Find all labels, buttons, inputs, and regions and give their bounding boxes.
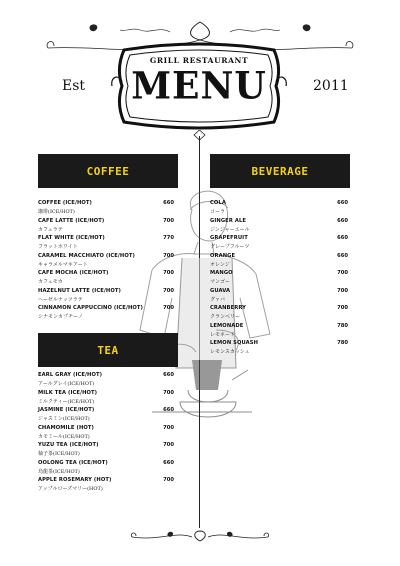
menu-item [38, 253, 178, 271]
item-name: MANGO [210, 270, 233, 276]
item-japanese-name: ヘーゼルナッツラテ [38, 296, 83, 303]
item-japanese-name: 柚子茶(ICE/HOT) [38, 451, 80, 457]
menu-item [38, 425, 178, 443]
item-name: FLAT WHITE (ICE/HOT) [38, 235, 105, 241]
menu-item [38, 390, 178, 408]
menu-item [210, 340, 350, 358]
item-name: GUAVA [210, 287, 231, 294]
coffee-items-list [38, 200, 178, 323]
tea-items-list [38, 372, 178, 495]
item-name: JASMINE (ICE/HOT) [38, 407, 95, 413]
menu-item [38, 407, 178, 425]
menu-item [38, 200, 178, 218]
menu-item [210, 253, 350, 271]
menu-item [210, 288, 350, 306]
item-japanese-name: ミルクティー(ICE/HOT) [38, 398, 95, 405]
menu-item [38, 235, 178, 253]
item-japanese-name: コーラ [210, 209, 226, 215]
item-japanese-name: レモネード [210, 331, 236, 338]
menu-item [210, 270, 350, 288]
est-label: Est [62, 78, 86, 94]
item-price: 660 [163, 459, 174, 466]
item-name: ORANGE [210, 252, 236, 259]
item-name: GRAPEFRUIT [210, 235, 248, 241]
item-name: OOLONG TEA (ICE/HOT) [38, 459, 108, 466]
item-price: 700 [337, 287, 348, 294]
menu-item [210, 218, 350, 236]
item-price: 700 [337, 270, 348, 276]
item-price: 660 [163, 372, 174, 378]
item-name: CINNAMON CAPPUCCINO (ICE/HOT) [38, 305, 144, 311]
menu-item [38, 442, 178, 460]
item-japanese-name: ジャスミン(ICE/HOT) [38, 416, 90, 422]
item-japanese-name: フラットホワイト [38, 244, 78, 250]
item-japanese-name: グレープフルーツ [210, 244, 250, 250]
item-japanese-name: カフェモカ [38, 279, 63, 285]
item-price: 660 [163, 407, 174, 413]
item-japanese-name: クランベリー [210, 314, 241, 320]
item-japanese-name: 烏龍茶(ICE/HOT) [38, 468, 80, 475]
item-price: 660 [163, 200, 174, 206]
item-price: 660 [337, 252, 348, 259]
menu-item [210, 235, 350, 253]
menu-title-badge [110, 42, 288, 130]
item-japanese-name: キャラメルマキアート [38, 261, 88, 268]
item-price: 780 [337, 340, 348, 346]
item-name: APPLE ROSEMARY (HOT) [38, 477, 112, 483]
tea-section-header: TEA [38, 333, 178, 367]
item-japanese-name: カフェラテ [38, 226, 63, 233]
menu-item [210, 323, 350, 341]
menu-title: MENU [131, 63, 267, 109]
item-price: 770 [163, 235, 174, 241]
item-name: GINGER ALE [210, 217, 246, 224]
item-japanese-name: 珈琲(ICE/HOT) [38, 209, 75, 215]
item-name: LEMON SQUASH [210, 340, 259, 346]
item-name: COFFEE (ICE/HOT) [38, 200, 93, 206]
menu-item [38, 305, 178, 323]
item-price: 700 [163, 270, 174, 276]
item-price: 700 [163, 305, 174, 311]
item-price: 700 [163, 287, 174, 294]
item-price: 700 [163, 252, 174, 259]
item-name: EARL GRAY (ICE/HOT) [38, 372, 103, 378]
item-japanese-name: レモンスカッシュ [210, 349, 250, 355]
item-price: 700 [163, 477, 174, 483]
item-price: 700 [337, 305, 348, 311]
beverage-section-header: BEVERAGE [210, 154, 350, 188]
menu-item [38, 477, 178, 495]
item-name: CRANBERRY [210, 305, 247, 311]
menu-item [38, 288, 178, 306]
coffee-section-header: COFFEE [38, 154, 178, 188]
year-label: 2011 [313, 78, 349, 94]
item-name: COLA [210, 200, 226, 206]
item-name: HAZELNUT LATTE (ICE/HOT) [38, 287, 121, 294]
menu-item [38, 372, 178, 390]
item-price: 660 [337, 217, 348, 224]
menu-item [38, 270, 178, 288]
item-price: 660 [337, 235, 348, 241]
item-japanese-name: アップルローズマリー(HOT) [38, 486, 103, 492]
item-price: 700 [163, 389, 174, 396]
item-price: 660 [337, 200, 348, 206]
item-name: CAFE LATTE (ICE/HOT) [38, 217, 105, 224]
item-japanese-name: カモミール(ICE/HOT) [38, 433, 90, 440]
item-name: MILK TEA (ICE/HOT) [38, 389, 98, 396]
beverage-items-list [210, 200, 350, 358]
item-name: YUZU TEA (ICE/HOT) [38, 442, 99, 448]
item-japanese-name: マンゴー [210, 279, 231, 285]
menu-item [38, 218, 178, 236]
item-japanese-name: オレンジ [210, 261, 230, 268]
item-japanese-name: ジンジャーエール [210, 226, 250, 233]
restaurant-subtitle: GRILL RESTAURANT [149, 56, 249, 65]
item-price: 700 [163, 217, 174, 224]
bottom-flourish-ornament [128, 527, 272, 547]
menu-item [210, 200, 350, 218]
item-japanese-name: グァバ [210, 296, 226, 303]
item-price: 700 [163, 424, 174, 431]
item-name: CAFE MOCHA (ICE/HOT) [38, 270, 109, 276]
item-japanese-name: シナモンカプチーノ [38, 314, 83, 320]
item-name: CARAMEL MACCHIATO (ICE/HOT) [38, 252, 135, 259]
item-price: 700 [163, 442, 174, 448]
item-price: 780 [337, 322, 348, 329]
menu-item [38, 460, 178, 478]
item-name: LEMONADE [210, 322, 244, 329]
menu-item [210, 305, 350, 323]
item-japanese-name: アールグレイ(ICE/HOT) [38, 381, 95, 387]
item-name: CHAMOMILE (HOT) [38, 424, 95, 431]
